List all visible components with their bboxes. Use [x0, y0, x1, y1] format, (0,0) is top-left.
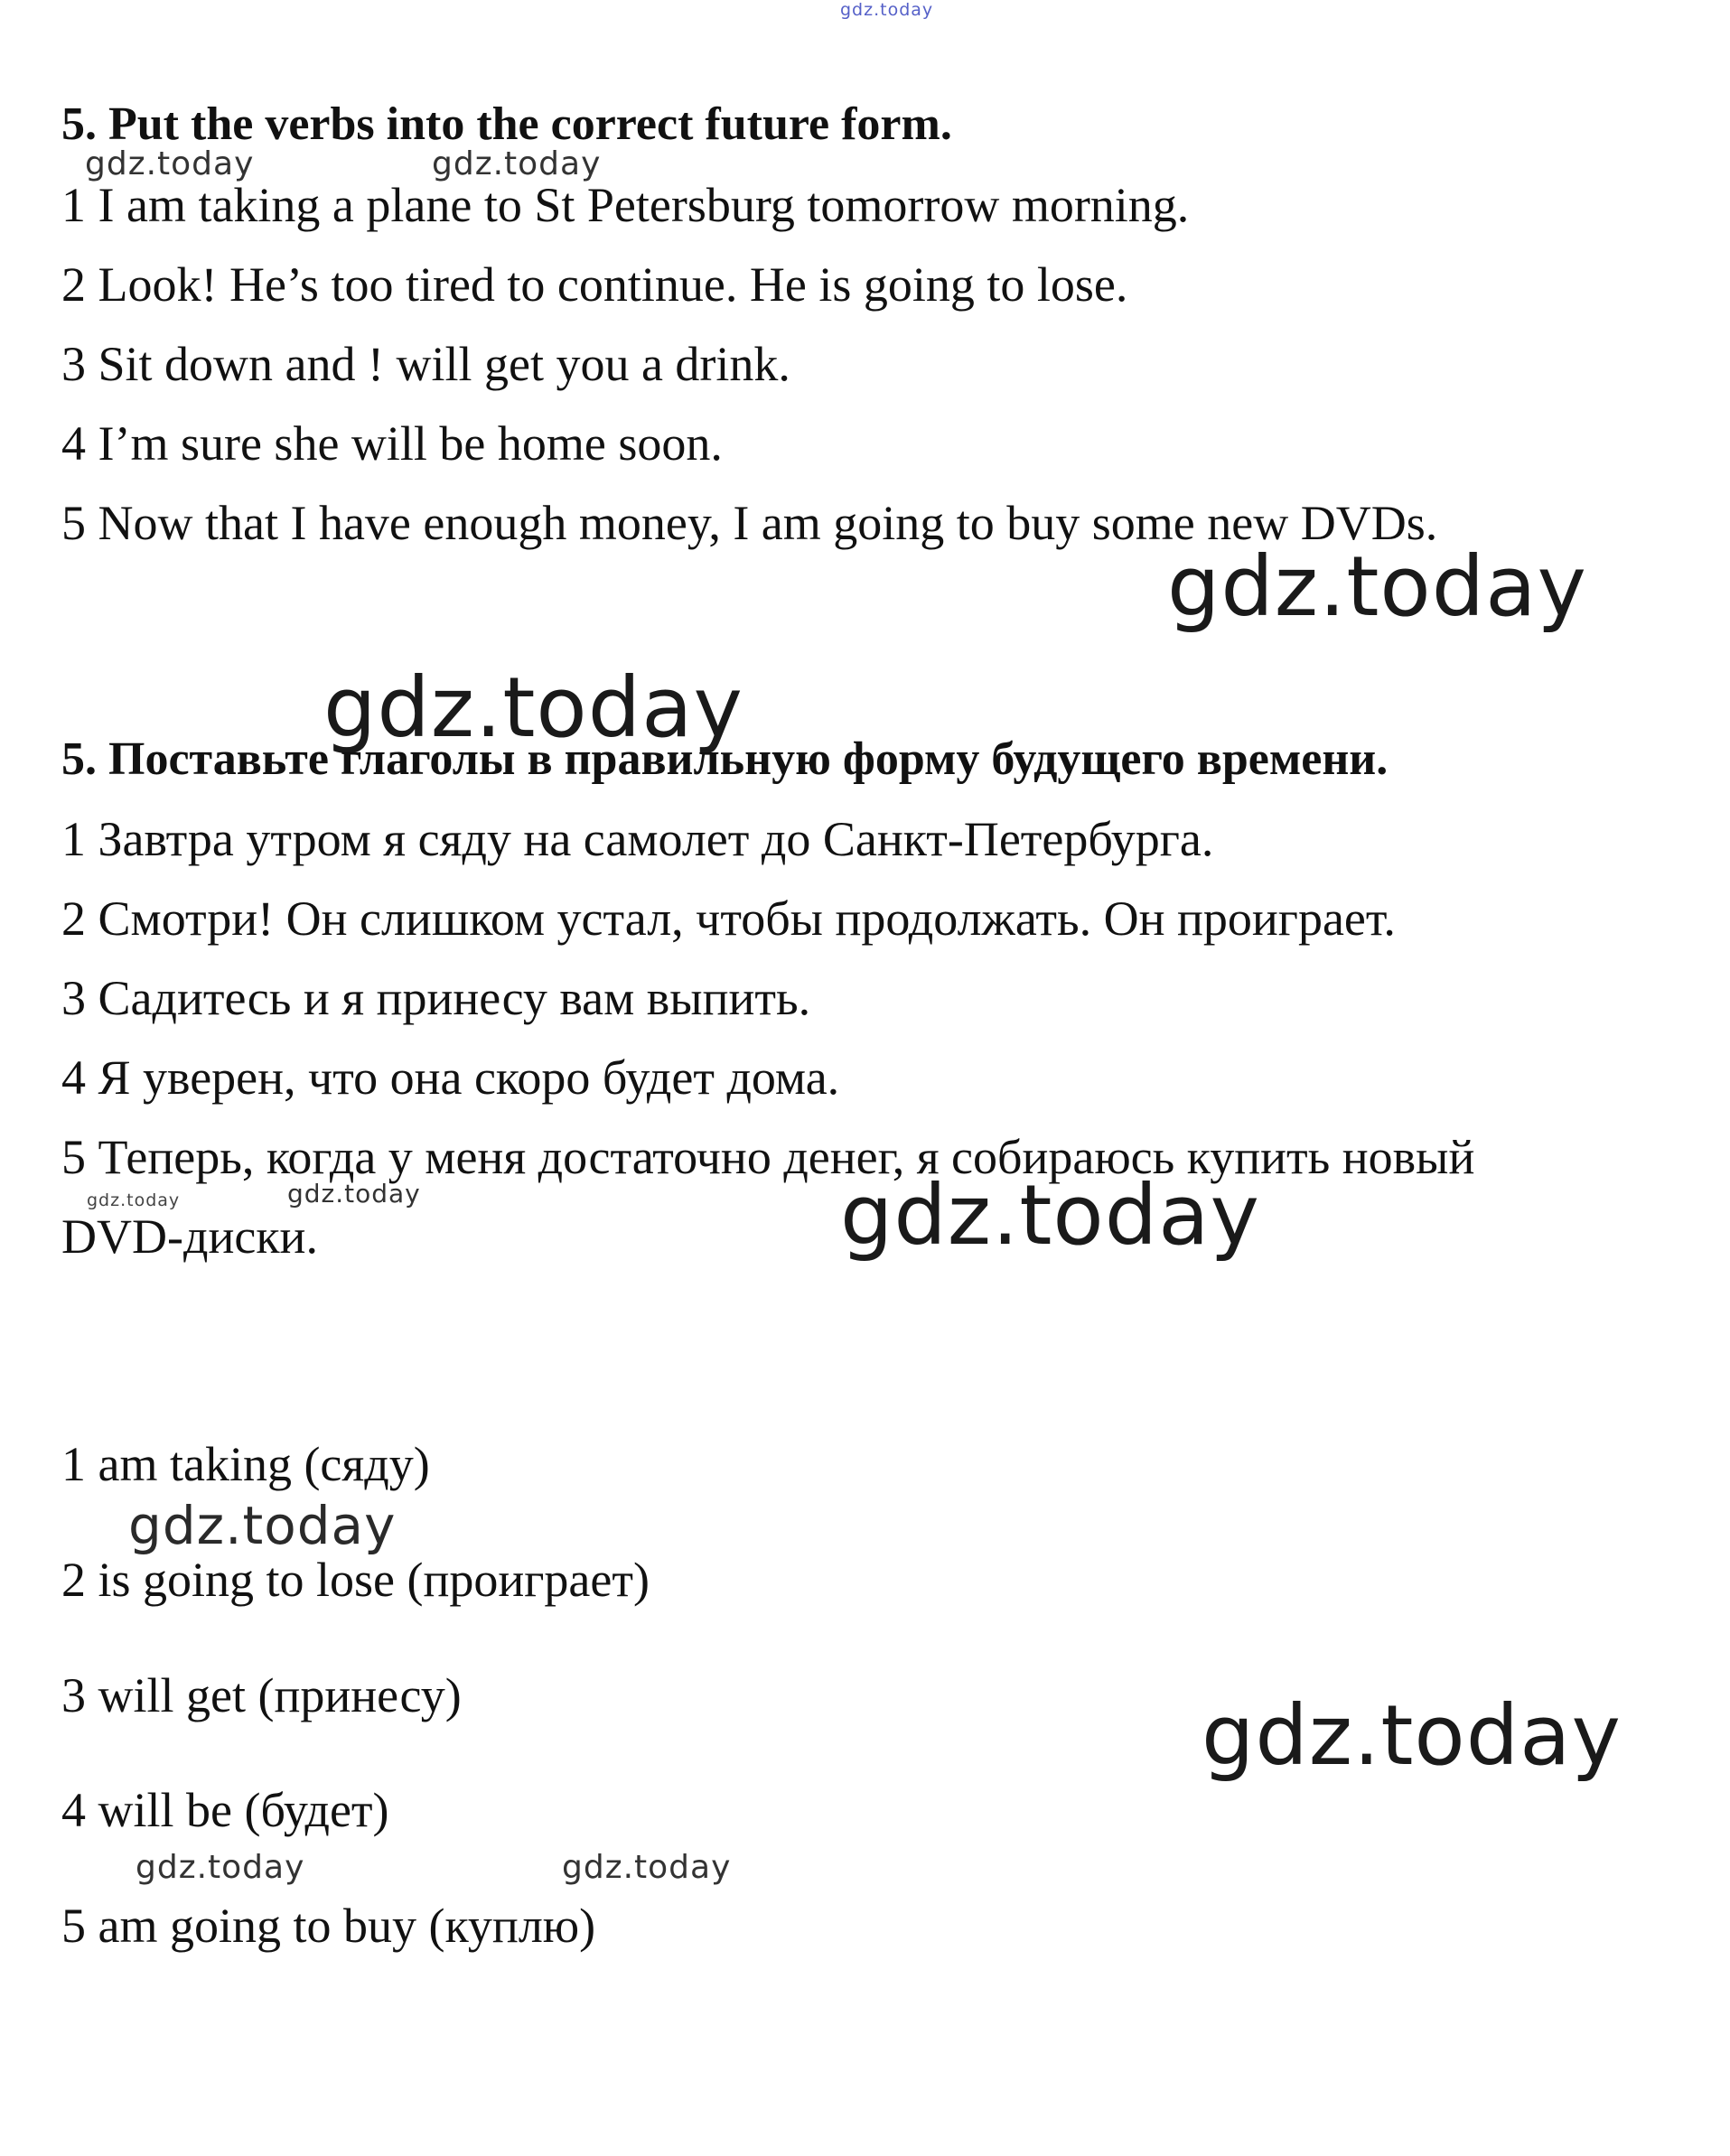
watermark: gdz.today	[87, 1190, 181, 1210]
answer-4: 4 will be (будет)	[61, 1783, 389, 1837]
watermark: gdz.today	[323, 659, 743, 756]
watermark: gdz.today	[287, 1179, 421, 1209]
russian-line-3: 3 Садитесь и я принесу вам выпить.	[61, 971, 811, 1025]
watermark: gdz.today	[136, 1849, 305, 1886]
watermark: gdz.today	[1167, 538, 1587, 635]
english-line-4: 4 I’m sure she will be home soon.	[61, 416, 723, 471]
english-line-2: 2 Look! He’s too tired to continue. He is going to lose.	[61, 257, 1128, 312]
english-line-1: 1 I am taking a plane to St Petersburg tomorrow morning.	[61, 178, 1190, 232]
watermark: gdz.today	[1202, 1687, 1622, 1784]
english-line-5: 5 Now that I have enough money, I am going to buy some new DVDs.	[61, 496, 1438, 550]
english-line-3: 3 Sit down and ! will get you a drink.	[61, 337, 790, 391]
russian-line-6: DVD-диски.	[61, 1209, 318, 1264]
russian-line-2: 2 Смотри! Он слишком устал, чтобы продолжать. Он проиграет.	[61, 891, 1396, 946]
english-heading: 5. Put the verbs into the correct future form.	[61, 98, 952, 150]
answer-5: 5 am going to buy (куплю)	[61, 1899, 596, 1953]
russian-line-5: 5 Теперь, когда у меня достаточно денег, я собираюсь купить новый	[61, 1130, 1475, 1184]
russian-heading: 5. Поставьте глаголы в правильную форму будущего времени.	[61, 733, 1389, 785]
russian-line-4: 4 Я уверен, что она скоро будет дома.	[61, 1050, 840, 1105]
watermark: gdz.today	[432, 145, 602, 182]
watermark: gdz.today	[562, 1849, 732, 1886]
watermark: gdz.today	[85, 145, 255, 182]
watermark: gdz.today	[840, 1167, 1260, 1264]
watermark: gdz.today	[128, 1495, 397, 1556]
russian-line-1: 1 Завтра утром я сяду на самолет до Санкт-Петербурга.	[61, 812, 1214, 866]
answer-2: 2 is going to lose (проиграет)	[61, 1553, 650, 1607]
answer-3: 3 will get (принесу)	[61, 1668, 462, 1722]
watermark-top: gdz.today	[840, 0, 934, 20]
answer-1: 1 am taking (сяду)	[61, 1437, 430, 1491]
